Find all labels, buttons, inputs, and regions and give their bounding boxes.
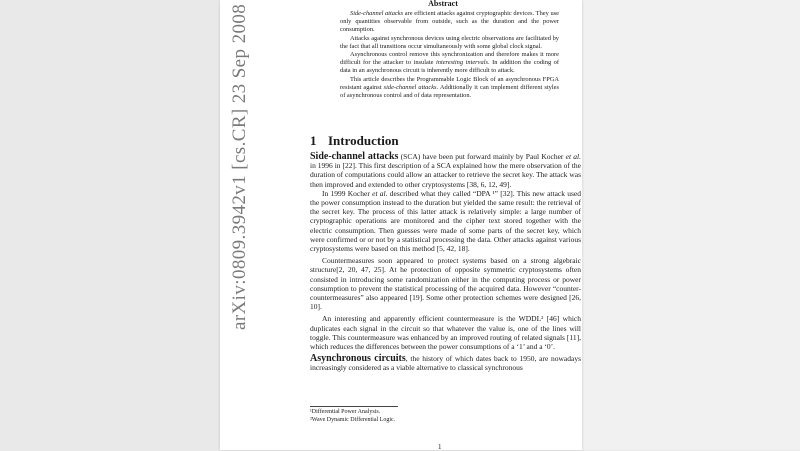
footnote-rule xyxy=(310,406,398,407)
page-number: 1 xyxy=(438,443,442,451)
section-title: Introduction xyxy=(328,133,399,148)
abstract-title: Abstract xyxy=(428,0,458,8)
abstract-paragraph: This article describes the Programmable Logic Block of an asynchronous FPGA resistant against side-channel attacks. Additionally it can implement different styles of asynchronous control and of data representation. xyxy=(340,75,559,100)
section-number: 1 xyxy=(310,133,317,148)
body-paragraph: Asynchronous circuits, the history of which dates back to 1950, are nowadays increasingly considered as a viable alternative to classical synchronous xyxy=(310,353,581,373)
body-paragraph: An interesting and apparently efficient countermeasure is the WDDL² [46] which duplicates each signal in the circuit so that whatever the value is, one of the lines will toggle. This countermeasure was enhanced by an improved routing of related signals [11], which reduces the differences between the power consumptions of a ‘1’ and a ‘0’. xyxy=(310,314,581,352)
footnote: ²Wave Dynamic Differential Logic. xyxy=(310,416,396,423)
abstract-body xyxy=(340,10,559,100)
body-paragraph: Side-channel attacks (SCA) have been put forward mainly by Paul Kocher et al. in 1996 in [22]. This first description of a SCA explained how the mere observation of the duration of computations could allow an attacker to retrieve the secret key. The attack was then improved and extended to other cryptosystems [38, 6, 12, 49]. xyxy=(310,151,582,189)
footnotes xyxy=(310,406,581,424)
abstract-paragraph: Asynchronous control remove this synchronization and therefore makes it more difficult for the attacker to insulate interesting intervals. In addition the coding of data in an asynchronous circuit is inherently more difficult to attack. xyxy=(340,51,559,75)
body-text xyxy=(310,152,581,373)
abstract-paragraph: Side-channel attacks are efficient attacks against cryptographic devices. They use only quantities observable from outside, such as the duration and the power consumption. xyxy=(340,10,559,34)
arxiv-stamp: arXiv:0809.3942v1 [cs.CR] 23 Sep 2008 xyxy=(229,3,250,330)
section-heading xyxy=(310,133,399,149)
body-paragraph: In 1999 Kocher et al. described what they called “DPA ¹” [32]. This new attack used the power consumption instead to the duration but yielded the same result: the retrieval of the secret key. The process of this latter attack is relatively simple: a large number of cryptographic operations are monitored and the cipher text stored together with the electric consumption. Then guesses were made of some parts of the secret key, which were confirmed or or not by a statistical processing the data. Other attacks against various cryptosystems were based on this method [5, 42, 18]. xyxy=(310,188,582,254)
viewer-background xyxy=(582,0,800,450)
abstract-paragraph: Attacks against synchronous devices using electric observations are facilitated by the fact that all transitions occur simultaneously with some global clock signal. xyxy=(340,34,559,50)
footnote: ¹Differential Power Analysis. xyxy=(310,409,381,415)
body-paragraph: Countermeasures soon appeared to protect systems based on a strong algebraic structure[2, 20, 47, 25]. At he protection of opposite symmetric cryptosystems often consisted in introducing some randomization either in the computing process or power consumption to prevent the statistical processing of the acquired data. However “counter-countermeasures” also appeared [19]. Some other protection schemes were designed [26, 10]. xyxy=(310,256,581,312)
